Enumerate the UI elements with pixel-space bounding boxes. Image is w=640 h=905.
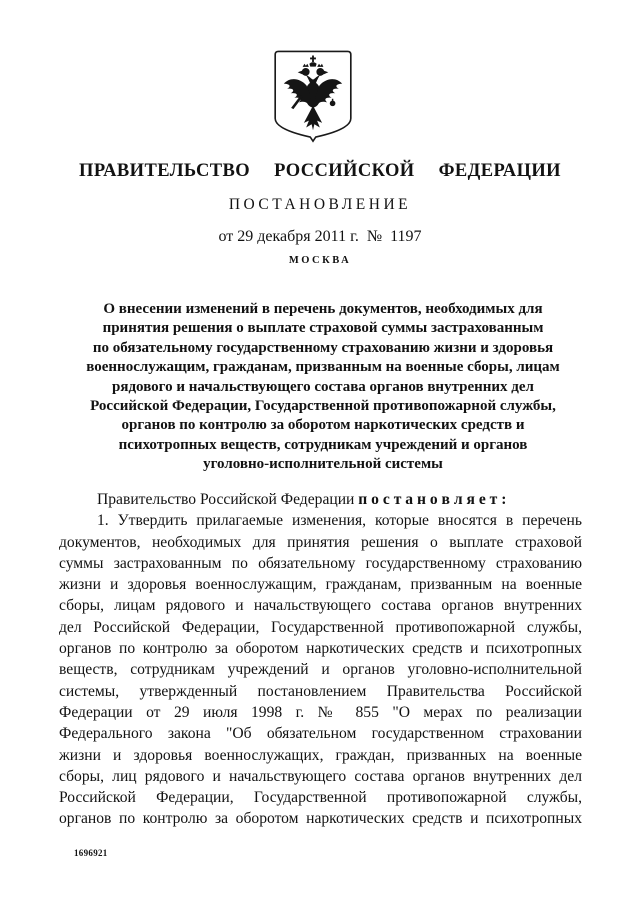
title-line: рядового и начальствующего состава органов внутренних дел (112, 378, 534, 395)
body-line: системы, утвержденный постановлением Правительства Российской (59, 682, 582, 700)
lead-verb: п о с т а н о в л я е т : (358, 491, 507, 508)
title-line: принятия решения о выплате страховой суммы застрахованным (102, 320, 544, 337)
document-body (59, 489, 582, 830)
body-line: сборы, лиц рядового и начальствующего состава органов внутренних дел (59, 767, 582, 785)
title-line: психотропных веществ, сотрудникам учреждений и органов (118, 436, 528, 453)
body-line: Федерации от 29 июля 1998 г. № 855 "О мерах по реализации (59, 703, 582, 721)
body-paragraph (59, 510, 582, 829)
document-type-heading: ПОСТАНОВЛЕНИЕ (228, 196, 412, 213)
title-line: военнослужащим, гражданам, призванным на военные сборы, лицам (86, 359, 560, 376)
government-heading: ПРАВИТЕЛЬСТВО РОССИЙСКОЙ ФЕДЕРАЦИИ (79, 161, 561, 181)
title-line: по обязательному государственному страхованию жизни и здоровья (92, 339, 554, 356)
body-line: дел Российской Федерации, Государственной противопожарной службы, (59, 618, 582, 636)
print-code: 1696921 (74, 848, 108, 858)
body-line: Российской Федерации, Государственной противопожарной службы, (59, 789, 582, 807)
body-line: жизни и здоровья военнослужащим, гражданам, призванным на военные (59, 576, 582, 594)
resolution-lead-line (59, 489, 582, 510)
body-line: органов по контролю за оборотом наркотических средств и психотропных (59, 810, 582, 828)
title-line: Российской Федерации, Государственной противопожарной службы, (90, 398, 556, 415)
city-label: МОСКВА (288, 255, 352, 266)
title-line: органов по контролю за оборотом наркотических средств и (121, 417, 525, 434)
title-line: О внесении изменений в перечень документов, необходимых для (103, 301, 543, 317)
body-line: органов по контролю за оборотом наркотических средств и психотропных (59, 640, 582, 658)
document-title (64, 300, 582, 475)
date-number-line: от 29 декабря 2011 г. № 1197 (218, 228, 422, 245)
body-line: жизни и здоровья военнослужащих, граждан, призванных на военные (59, 746, 582, 764)
body-line: документов, необходимых для принятия решения о выплате страховой (59, 533, 582, 551)
lead-text: Правительство Российской Федерации (97, 491, 359, 508)
title-line: уголовно-исполнительной системы (203, 456, 443, 473)
body-line: Федерального закона "Об обязательном государственном страховании (59, 725, 582, 743)
body-line: 1. Утвердить прилагаемые изменения, которые вносятся в перечень (97, 512, 582, 530)
body-line: веществ, сотрудникам учреждений и органов уголовно-исполнительной (59, 661, 582, 679)
coat-of-arms-icon (0, 49, 633, 144)
body-line: суммы застрахованным по обязательному государственному страхованию (59, 554, 582, 572)
body-line: сборы, лицам рядового и начальствующего состава органов внутренних (59, 597, 582, 615)
